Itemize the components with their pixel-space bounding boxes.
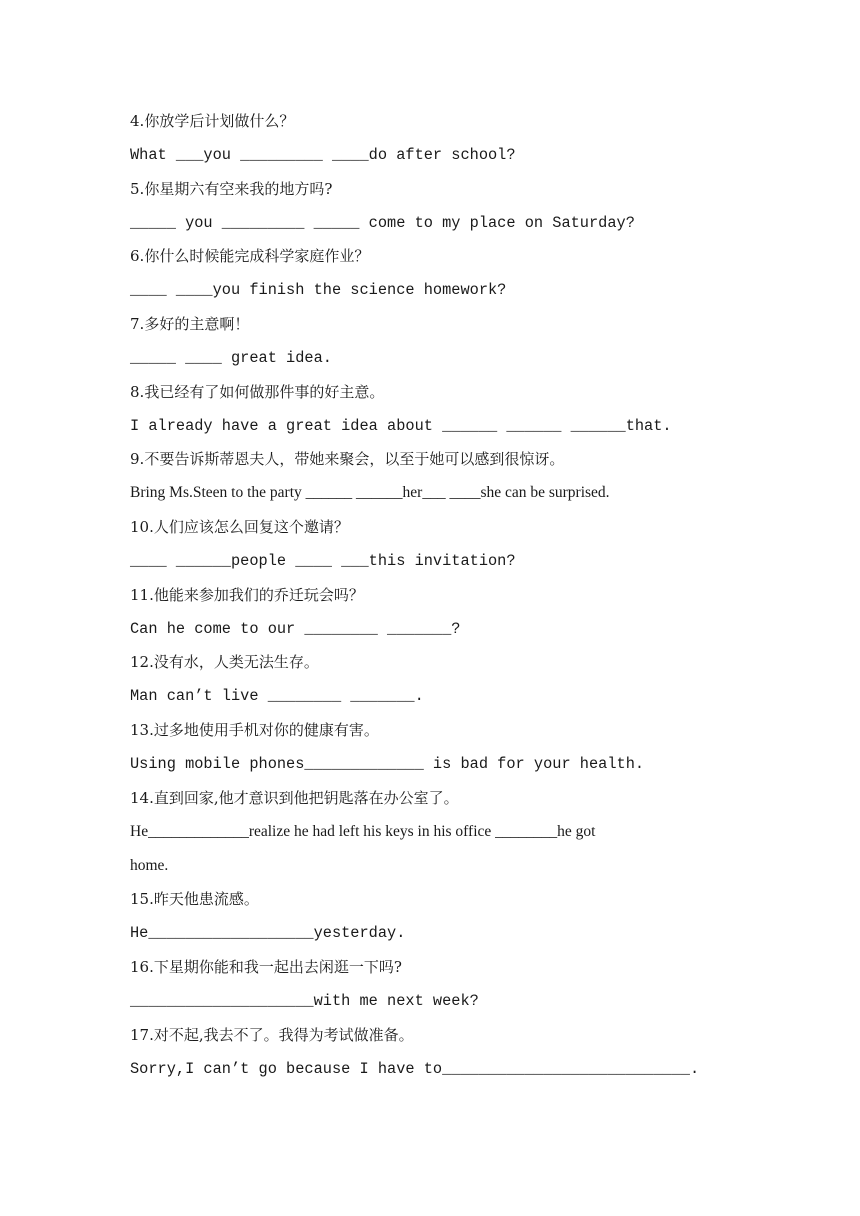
chinese-prompt: 过多地使用手机对你的健康有害。 (153, 721, 379, 739)
item-8-english: I already have a great idea about ______ ______ ______that. (130, 417, 672, 435)
item-10-chinese (130, 517, 349, 537)
item-9-english: Bring Ms.Steen to the party ______ ______her___ ____she can be surprised. (130, 484, 610, 501)
item-17-chinese (130, 1025, 414, 1045)
item-number: 9. (130, 450, 145, 468)
item-10-english: ____ ______people ____ ___this invitation? (130, 552, 516, 570)
chinese-prompt: 对不起,我去不了。我得为考试做准备。 (153, 1026, 414, 1044)
item-8-chinese (130, 382, 384, 402)
item-12-chinese (130, 652, 319, 672)
chinese-prompt: 他能来参加我们的乔迁玩会吗？ (153, 586, 364, 604)
chinese-prompt: 你什么时候能完成科学家庭作业？ (144, 247, 370, 265)
item-16-chinese (130, 957, 402, 977)
item-9-chinese (130, 449, 564, 469)
item-number: 6. (130, 247, 145, 265)
item-number: 11. (130, 586, 154, 604)
item-number: 13. (130, 721, 154, 739)
item-number: 7. (130, 315, 145, 333)
item-6-english: ____ ____you finish the science homework? (130, 281, 507, 299)
item-number: 5. (130, 180, 145, 198)
item-number: 15. (130, 890, 154, 908)
item-12-english: Man can’t live ________ _______. (130, 687, 424, 705)
item-14-chinese (130, 788, 459, 808)
item-16-english: ____________________with me next week? (130, 992, 479, 1010)
item-number: 8. (130, 383, 145, 401)
item-7-chinese (130, 314, 249, 334)
item-number: 16. (130, 958, 154, 976)
chinese-prompt: 你放学后计划做什么？ (144, 112, 295, 130)
item-15-chinese (130, 889, 259, 909)
chinese-prompt: 下星期你能和我一起出去闲逛一下吗? (153, 958, 402, 976)
chinese-prompt: 多好的主意啊！ (144, 315, 250, 333)
chinese-prompt: 直到回家,他才意识到他把钥匙落在办公室了。 (153, 789, 459, 807)
chinese-prompt: 没有水，人类无法生存。 (153, 653, 319, 671)
item-11-chinese (130, 585, 364, 605)
item-number: 12. (130, 653, 154, 671)
item-6-chinese (130, 246, 369, 266)
item-5-chinese (130, 179, 332, 199)
item-4-english: What ___you _________ ____do after school? (130, 146, 516, 164)
item-4-chinese (130, 111, 294, 131)
chinese-prompt: 昨天他患流感。 (153, 890, 259, 908)
item-14-english: He_____________realize he had left his keys in his office ________he got (130, 823, 596, 840)
item-13-chinese (130, 720, 379, 740)
item-17-english: Sorry,I can’t go because I have to___________________________. (130, 1060, 700, 1078)
item-14-english-continued: home. (130, 857, 169, 874)
chinese-prompt: 人们应该怎么回复这个邀请？ (153, 518, 349, 536)
item-number: 17. (130, 1026, 154, 1044)
item-13-english: Using mobile phones_____________ is bad for your health. (130, 755, 645, 773)
item-15-english: He__________________yesterday. (130, 924, 406, 942)
item-7-english: _____ ____ great idea. (130, 349, 332, 367)
item-11-english: Can he come to our ________ _______? (130, 620, 461, 638)
item-5-english: _____ you _________ _____ come to my place on Saturday? (130, 214, 635, 232)
chinese-prompt: 你星期六有空来我的地方吗? (144, 180, 333, 198)
chinese-prompt: 我已经有了如何做那件事的好主意。 (144, 383, 385, 401)
item-number: 4. (130, 112, 145, 130)
item-number: 10. (130, 518, 154, 536)
chinese-prompt: 不要告诉斯蒂恩夫人，带她来聚会，以至于她可以感到很惊讶。 (144, 450, 565, 468)
item-number: 14. (130, 789, 154, 807)
